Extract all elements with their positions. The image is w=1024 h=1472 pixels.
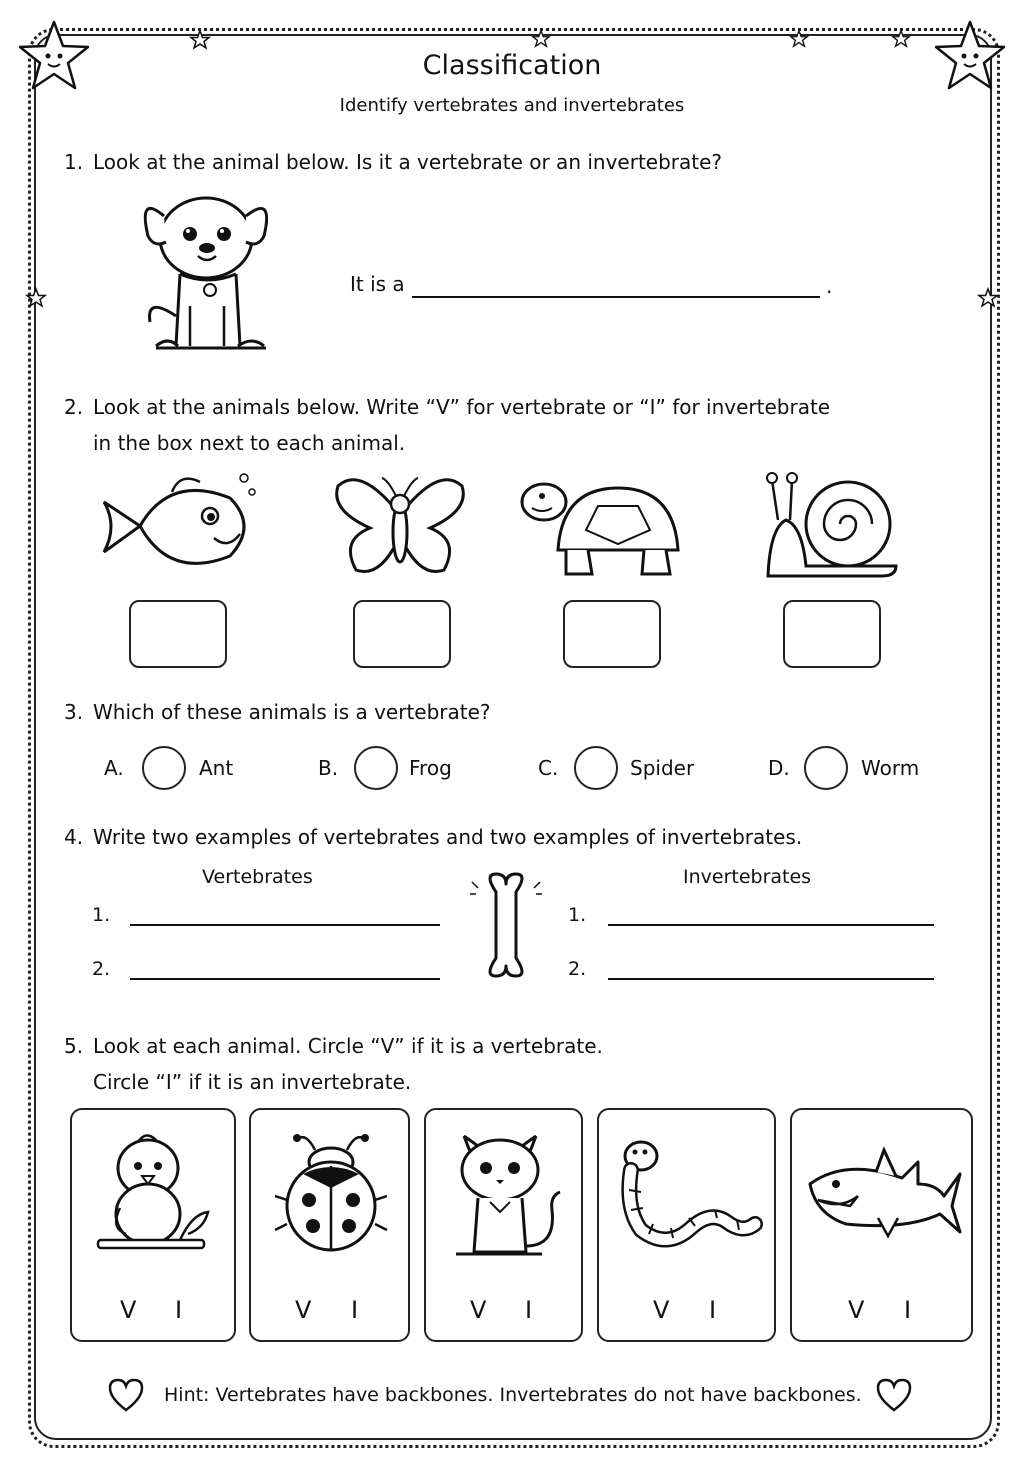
small-star-icon	[26, 288, 46, 308]
q3-option-letter: B.	[318, 756, 339, 780]
choice-v[interactable]: V	[848, 1296, 865, 1324]
turtle-icon	[518, 474, 686, 582]
heart-icon	[108, 1378, 144, 1412]
q3-option-label: Frog	[409, 756, 452, 780]
q5-text-line2: Circle “I” if it is an invertebrate.	[93, 1070, 412, 1094]
dog-icon	[128, 186, 278, 358]
heart-icon	[876, 1378, 912, 1412]
choice-v[interactable]: V	[653, 1296, 670, 1324]
animal-card-bird	[70, 1108, 236, 1342]
q3-option-radio-a[interactable]	[142, 746, 186, 790]
q3-option-letter: D.	[768, 756, 790, 780]
ladybug-icon	[273, 1130, 389, 1258]
q4-number: 4.	[64, 825, 84, 849]
q1-number: 1.	[64, 150, 84, 174]
choice-i[interactable]: I	[709, 1296, 717, 1324]
q3-option-letter: C.	[538, 756, 559, 780]
list-number: 1.	[568, 904, 587, 926]
invertebrate-answer-line-2[interactable]	[608, 978, 934, 980]
choice-i[interactable]: I	[175, 1296, 183, 1324]
choice-i[interactable]: I	[904, 1296, 912, 1324]
invertebrate-answer-line-1[interactable]	[608, 924, 934, 926]
animal-card-cat	[424, 1108, 583, 1342]
q3-option-radio-b[interactable]	[354, 746, 398, 790]
q2-answer-box-fish[interactable]	[129, 600, 227, 668]
bone-icon	[466, 870, 546, 980]
q4-text: Write two examples of vertebrates and two examples of invertebrates.	[93, 825, 803, 849]
page-subtitle: Identify vertebrates and invertebrates	[339, 95, 685, 116]
small-star-icon	[892, 30, 910, 48]
q1-end: .	[826, 274, 833, 298]
q3-option-label: Spider	[630, 756, 695, 780]
invertebrates-heading: Invertebrates	[683, 866, 812, 888]
choice-v[interactable]: V	[295, 1296, 312, 1324]
q3-option-label: Ant	[199, 756, 234, 780]
page-title: Classification	[422, 50, 602, 81]
q2-answer-box-butterfly[interactable]	[353, 600, 451, 668]
q2-answer-box-turtle[interactable]	[563, 600, 661, 668]
list-number: 2.	[92, 958, 111, 980]
vertebrate-answer-line-2[interactable]	[130, 978, 440, 980]
hint-text: Hint: Vertebrates have backbones. Invertebrates do not have backbones.	[164, 1384, 862, 1406]
q3-option-radio-c[interactable]	[574, 746, 618, 790]
snail-icon	[762, 468, 902, 580]
animal-card-worm	[597, 1108, 776, 1342]
list-number: 1.	[92, 904, 111, 926]
choice-v[interactable]: V	[470, 1296, 487, 1324]
shark-icon	[806, 1148, 962, 1244]
q1-text: Look at the animal below. Is it a vertebrate or an invertebrate?	[93, 150, 723, 174]
choice-i[interactable]: I	[351, 1296, 359, 1324]
q1-prompt: It is a	[350, 272, 405, 296]
animal-card-shark	[790, 1108, 973, 1342]
q2-text-line1: Look at the animals below. Write “V” for vertebrate or “I” for invertebrate	[93, 395, 831, 419]
small-star-icon	[190, 30, 210, 50]
q2-number: 2.	[64, 395, 84, 419]
vertebrate-answer-line-1[interactable]	[130, 924, 440, 926]
choice-v[interactable]: V	[120, 1296, 137, 1324]
q3-option-label: Worm	[861, 756, 920, 780]
small-star-icon	[790, 30, 808, 48]
worm-icon	[615, 1138, 761, 1250]
fish-icon	[100, 468, 260, 584]
vertebrates-heading: Vertebrates	[202, 866, 313, 888]
q2-text-line2: in the box next to each animal.	[93, 431, 406, 455]
q3-option-letter: A.	[104, 756, 124, 780]
cat-icon	[452, 1128, 564, 1260]
q3-option-radio-d[interactable]	[804, 746, 848, 790]
small-star-icon	[532, 30, 550, 48]
animal-card-ladybug	[249, 1108, 410, 1342]
q5-number: 5.	[64, 1034, 84, 1058]
q5-text-line1: Look at each animal. Circle “V” if it is a vertebrate.	[93, 1034, 603, 1058]
butterfly-icon	[330, 470, 470, 582]
q2-answer-box-snail[interactable]	[783, 600, 881, 668]
q3-text: Which of these animals is a vertebrate?	[93, 700, 491, 724]
q1-answer-line[interactable]	[412, 296, 820, 298]
q3-number: 3.	[64, 700, 84, 724]
choice-i[interactable]: I	[525, 1296, 533, 1324]
small-star-icon	[978, 288, 998, 308]
list-number: 2.	[568, 958, 587, 980]
bird-icon	[96, 1128, 212, 1258]
